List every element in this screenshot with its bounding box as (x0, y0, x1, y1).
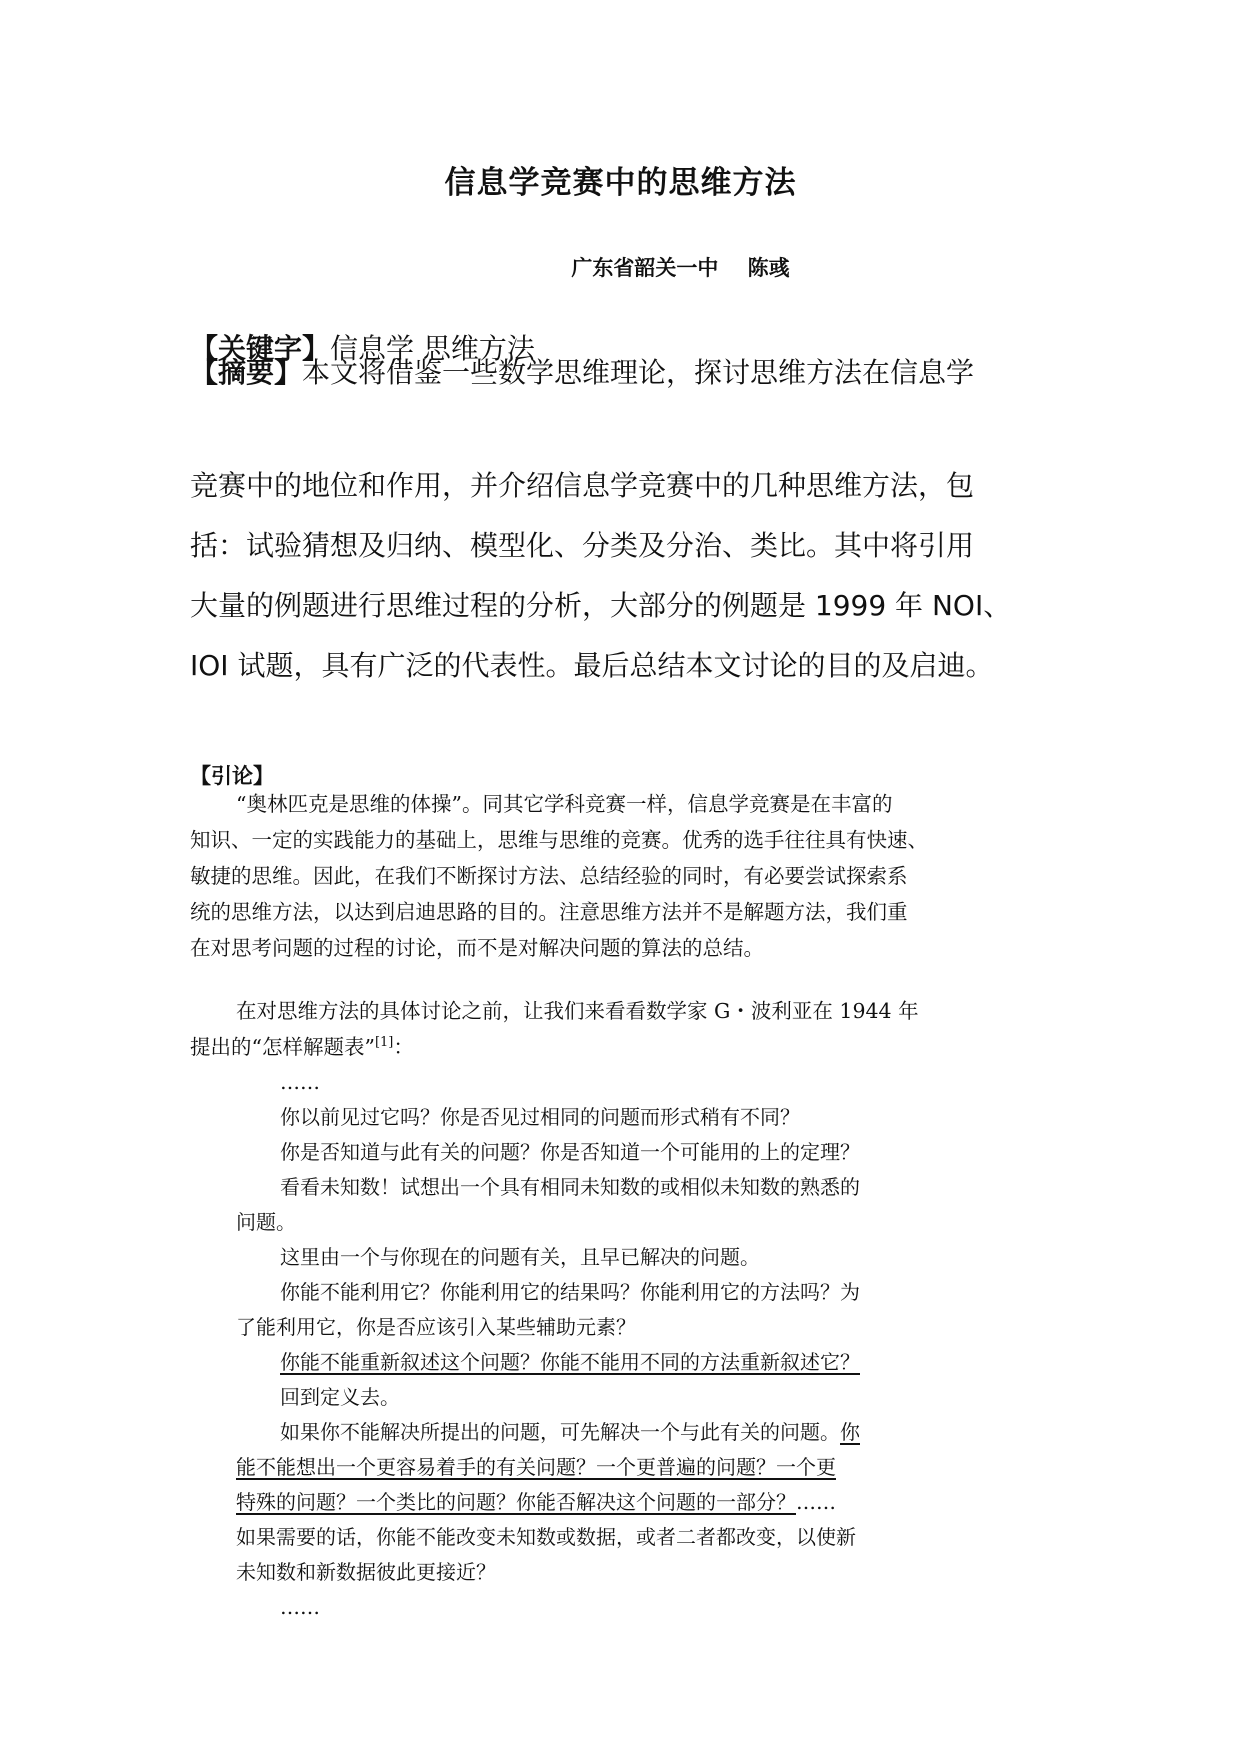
intro-p1-line-4: 统的思维方法，以达到启迪思路的目的。注意思维方法并不是解题方法，我们重 (190, 900, 908, 924)
document-title: 信息学竞赛中的思维方法 (444, 165, 797, 201)
quote-line-8d: 如果需要的话，你能不能改变未知数或数据，或者二者都改变，以使新 (236, 1525, 856, 1549)
quote-line-1: 你以前见过它吗？你是否见过相同的问题而形式稍有不同？ (280, 1105, 800, 1129)
quote-ellipsis-end: …… (280, 1595, 320, 1619)
reference-mark[interactable]: [1] (374, 1035, 394, 1051)
quote-line-3a: 看看未知数！试想出一个具有相同未知数的或相似未知数的熟悉的 (280, 1175, 860, 1199)
quote-line-8b-underlined: 能不能想出一个更容易着手的有关问题？一个更普遍的问题？一个更 (236, 1455, 836, 1479)
abstract-line-1: 【摘要】本文将借鉴一些数学思维理论，探讨思维方法在信息学 (190, 356, 975, 389)
quote-line-8a: 如果你不能解决所提出的问题，可先解决一个与此有关的问题。你 (280, 1420, 860, 1444)
abstract-line-4: 大量的例题进行思维过程的分析，大部分的例题是 1999 年 NOI、 (190, 589, 1012, 622)
intro-p1-line-5: 在对思考问题的过程的讨论，而不是对解决问题的算法的总结。 (190, 936, 764, 960)
quote-line-4: 这里由一个与你现在的问题有关，且早已解决的问题。 (280, 1245, 760, 1269)
keywords-text: 信息学 思维方法 (330, 332, 535, 365)
quote-line-8c: 特殊的问题？一个类比的问题？你能否解决这个问题的一部分？…… (236, 1490, 836, 1514)
intro-p1-line-3: 敏捷的思维。因此，在我们不断探讨方法、总结经验的同时，有必要尝试探索系 (190, 864, 908, 888)
keywords-label: 【关键字】 (190, 332, 331, 365)
author-line: 广东省韶关一中 陈彧 (571, 256, 790, 280)
introduction-heading: 【引论】 (190, 764, 274, 788)
abstract-line-5: IOI 试题，具有广泛的代表性。最后总结本文讨论的目的及启迪。 (190, 649, 994, 682)
abstract-line-2: 竞赛中的地位和作用，并介绍信息学竞赛中的几种思维方法，包 (190, 469, 975, 502)
intro-p2-line-2: 提出的“怎样解题表”[1]： (190, 1035, 414, 1059)
quote-line-6-underlined: 你能不能重新叙述这个问题？你能不能用不同的方法重新叙述它？ (280, 1350, 860, 1374)
quote-line-3b: 问题。 (236, 1210, 296, 1234)
abstract-label: 【摘要】 (190, 356, 303, 389)
quote-line-7: 回到定义去。 (280, 1385, 400, 1409)
abstract-line-3: 括：试验猜想及归纳、模型化、分类及分治、类比。其中将引用 (190, 529, 975, 562)
intro-p2-line-1: 在对思维方法的具体讨论之前，让我们来看看数学家 G・波利亚在 1944 年 (236, 999, 919, 1023)
quote-line-8e: 未知数和新数据彼此更接近？ (236, 1560, 496, 1584)
quote-line-2: 你是否知道与此有关的问题？你是否知道一个可能用的上的定理？ (280, 1140, 860, 1164)
quote-line-5a: 你能不能利用它？你能利用它的结果吗？你能利用它的方法吗？为 (280, 1280, 860, 1304)
intro-p1-line-1: “奥林匹克是思维的体操”。同其它学科竞赛一样，信息学竞赛是在丰富的 (236, 792, 893, 816)
intro-p1-line-2: 知识、一定的实践能力的基础上，思维与思维的竞赛。优秀的选手往往具有快速、 (190, 828, 928, 852)
quote-line-5b: 了能利用它，你是否应该引入某些辅助元素？ (236, 1315, 636, 1339)
quote-ellipsis-start: …… (280, 1070, 320, 1094)
